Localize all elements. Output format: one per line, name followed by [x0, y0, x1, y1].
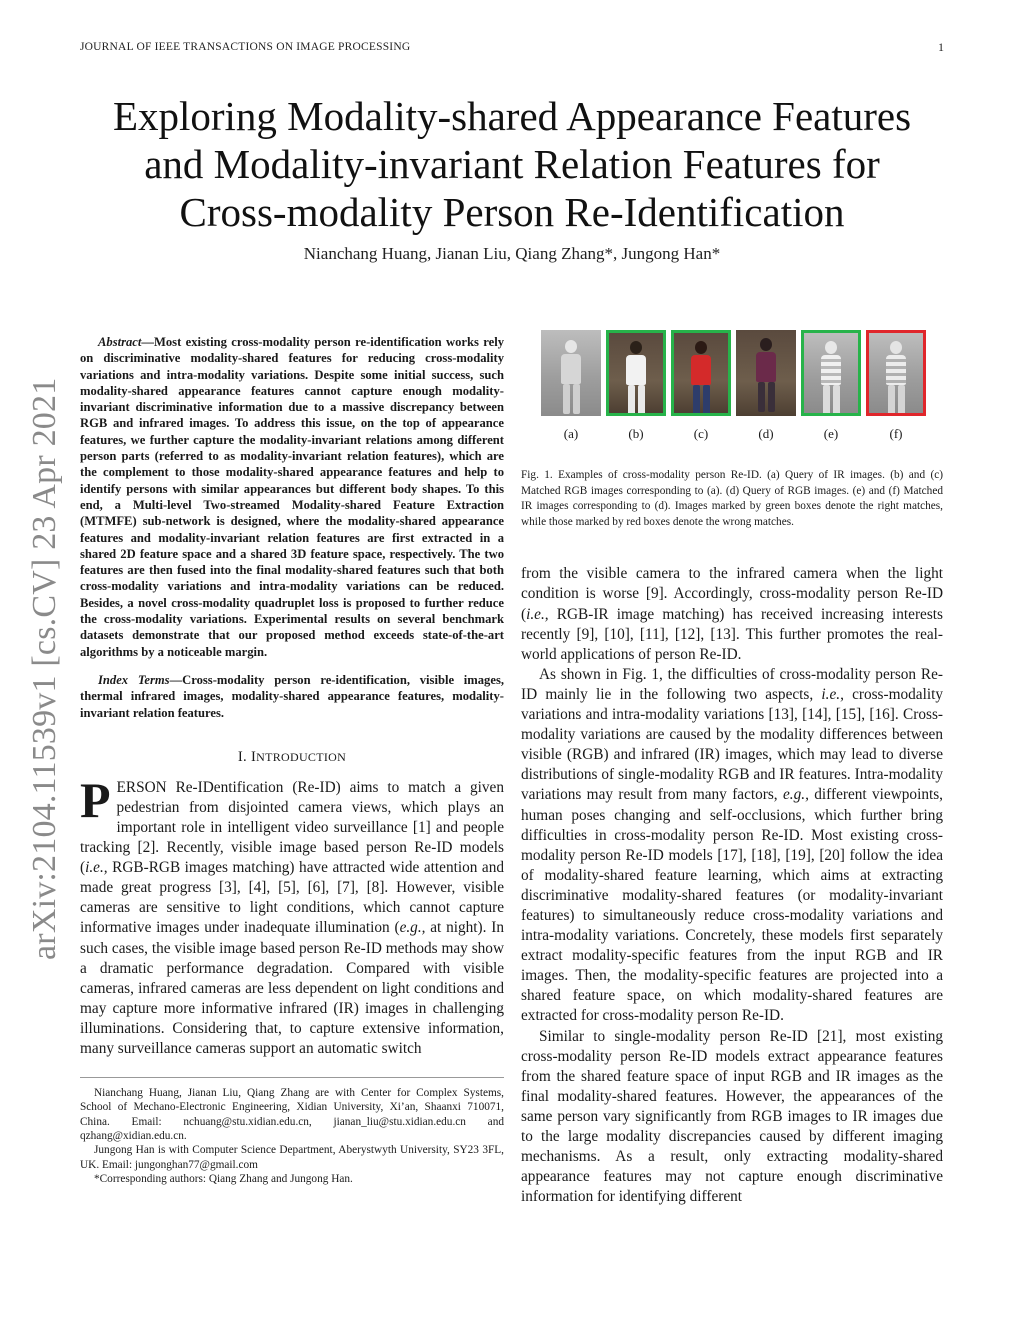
figure-image-a: [541, 330, 601, 416]
figure-image-d: [736, 330, 796, 416]
title-line-1: Exploring Modality-shared Appearance Features: [112, 93, 912, 139]
intro-text-a: Re-IDentification (Re-ID) aims to match a given pedestrian from disjointed camera views, which plays an important role in intelligent video surveillance [1] and people tracking [2]. Recently, visible image based person Re-ID models (: [80, 778, 504, 877]
intro-text-c: at night). In such cases, the visible image based person Re-ID methods may show a dramatic performance degradation. Compared with visible cameras, infrared cameras are less dependent on light conditions and may capture more informative infrared (IR) images in challenging illuminations. Considering that, to capture extensive information, many surveillance cameras support an automatic switch: [80, 919, 504, 1058]
footnote-affiliation-2: Jungong Han is with Computer Science Department, Aberystwyth University, SY23 3FL, UK. Email: jungonghan77@gmail.com: [80, 1144, 504, 1171]
figure-image-c: [671, 330, 731, 416]
right-p2-b: cross-modality variations and intra-modality variations [13], [14], [15], [16]. Cross-modality variations are caused by the modality differences between visible (RGB) and infrared (IR) images, which may lead to diverse distributions of single-modality RGB and IR features. Intra-modality variations may result from many factors,: [521, 685, 943, 804]
title-line-3: Cross-modality Person Re-Identification: [179, 189, 845, 235]
figure-1-caption: Fig. 1. Examples of cross-modality person Re-ID. (a) Query of IR images. (b) and (c) Matched RGB images corresponding to (a). (d) Query of RGB images. (e) and (f) Matched IR images corresponding to (d). Images marked by green boxes denote the right matches, while those marked by red boxes denote the wrong matches.: [521, 469, 943, 528]
intro-eg: e.g.,: [399, 919, 426, 937]
figure-image-e: [801, 330, 861, 416]
figure-label-c: (c): [693, 426, 709, 441]
section-title-rest: NTRODUCTION: [256, 749, 347, 764]
figure-label-d: (d): [758, 426, 774, 441]
right-p1-ie: i.e.,: [526, 605, 549, 623]
figure-label-f: (f): [889, 426, 903, 441]
intro-text-b: RGB-RGB images matching) have attracted wide attention and made great progress [3], [4], [5], [6], [7], [8]. However, visible cameras are sensitive to light conditions, which cannot capture informative images under inadequate illumination (: [80, 859, 504, 937]
abstract: [80, 334, 504, 660]
right-p2-c: different viewpoints, human poses changing and self-occlusions, which further bring difficulties in cross-modality person Re-ID. Most existing cross-modality person Re-ID models [17], [18], [19], [20] follow the idea of modality-shared feature learning, which aims at extracting discriminative modality-shared features (or modality-invariant features) to simultaneously reduce cross-modality variations and intra-modality variations. Concretely, these models first separately extract modality-specific features from the input RGB and IR images. Then, the modality-specific features are projected into a shared feature space, on which modality-shared features are extracted for cross-modality person Re-ID.: [521, 786, 943, 1025]
index-terms: [80, 672, 504, 721]
right-p2-a: As shown in Fig. 1, the difficulties of cross-modality person Re-ID mainly lie in the following two aspects,: [521, 665, 943, 703]
author-list: Nianchang Huang, Jianan Liu, Qiang Zhang*, Jungong Han*: [303, 244, 721, 263]
footnote-corresponding: *Corresponding authors: Qiang Zhang and Jungong Han.: [94, 1172, 353, 1185]
left-column: [80, 334, 504, 1186]
right-paragraph-1: [521, 564, 943, 664]
abstract-text: —Most existing cross-modality person re-identification works rely on discriminative modality-shared features for reducing cross-modality variations and intra-modality variations. Despite some initial success, such modality-shared appearance features cannot capture enough modality-invariant discriminative information due to a massive discrepancy between RGB and infrared images. To address this issue, on the top of appearance features, we further capture the modality-invariant relations among different person parts (referred to as modality-invariant relation features), which are the complement to those modality-shared appearance features and help to identify persons with similar appearances but different body shapes. To this end, a Multi-level Two-streamed Modality-shared Feature Extraction (MTMFE) sub-network is designed, where the modality-shared appearance features and modality-invariant relation features are first extracted in a shared 2D feature space and a shared 3D feature space, respectively. The two features are then fused into the final modality-shared features such that both cross-modality variations and intra-modality variations can be reduced. Besides, a novel cross-modality quadruplet loss is proposed to further reduce the cross-modality variations. Experimental results on several benchmark datasets demonstrate that our proposed method exceeds state-of-the-art algorithms by a noticeable margin.: [80, 335, 504, 659]
figure-image-f: [866, 330, 926, 416]
page-number: 1: [938, 40, 944, 54]
footnote-affiliation-1: Nianchang Huang, Jianan Liu, Qiang Zhang are with Center for Complex Systems, School of Mechano-Electronic Engineering, Xidian University, Xi’an, Shaanxi 710071, China. Email: nchuang@stu.xidian.edu.cn, jianan_liu@stu.xidian.edu.cn and qzhang@xidian.edu.cn.: [80, 1087, 504, 1143]
index-terms-text: —Cross-modality person re-identification, visible images, thermal infrared images, modality-shared appearance features, modality-invariant relation features.: [80, 672, 504, 720]
right-column: [521, 330, 943, 1207]
figure-label-a: (a): [563, 426, 579, 441]
section-number: I.: [237, 748, 247, 765]
abstract-label: Abstract: [98, 335, 142, 349]
paper-title: [80, 92, 944, 236]
index-terms-label: Index Terms: [98, 672, 170, 687]
right-body-text: [521, 564, 943, 1207]
right-paragraph-3: Similar to single-modality person Re-ID [21], most existing cross-modality person Re-ID models extract appearance features from the shared feature space of input RGB and IR images as the final modality-shared features. However, the appearances of the same person vary significantly from RGB images to IR images due to the large modality discrepancies caused by different imaging mechanisms. As a result, only extracting modality-shared appearance features may not capture enough discriminative information for identifying different: [521, 1027, 943, 1206]
figure-1-images: [541, 330, 929, 418]
section-title-initial: I: [250, 748, 257, 765]
right-p2-eg: e.g.,: [783, 786, 809, 804]
right-paragraph-2: [521, 665, 943, 1027]
running-head: JOURNAL OF IEEE TRANSACTIONS ON IMAGE PROCESSING: [80, 41, 411, 53]
right-p2-ie: i.e.,: [821, 685, 844, 703]
intro-ie: i.e.,: [85, 859, 108, 877]
intro-first-word: ERSON: [116, 778, 167, 796]
figure-label-e: (e): [823, 426, 839, 441]
footnote-rule: [80, 1077, 504, 1078]
intro-paragraph: [80, 771, 504, 1059]
figure-1-labels: [541, 426, 929, 444]
title-line-2: and Modality-invariant Relation Features for: [144, 141, 880, 187]
right-p1-a: from the visible camera to the infrared camera when the light condition is worse [9]. Accordingly, cross-modality person Re-ID (: [521, 565, 943, 623]
section-heading-introduction: [80, 749, 504, 766]
figure-label-b: (b): [628, 426, 644, 441]
arxiv-stamp: arXiv:2104.11539v1 [cs.CV] 23 Apr 2021: [26, 377, 63, 960]
dropcap-letter: P: [80, 771, 111, 828]
right-p1-b: RGB-IR image matching) has received increasing interests recently [9], [10], [11], [12], [13]. This further promotes the real-world applications of person Re-ID.: [521, 605, 943, 663]
figure-image-b: [606, 330, 666, 416]
